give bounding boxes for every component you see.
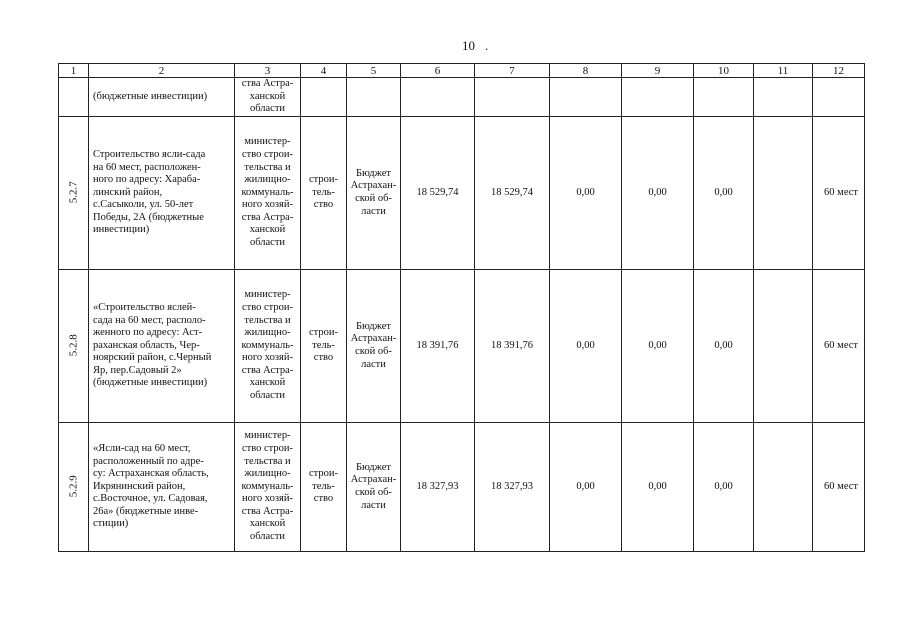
- header-cell: 5: [347, 64, 401, 78]
- header-cell: 9: [622, 64, 694, 78]
- row-code: 5.2.7: [67, 181, 80, 204]
- empty-cell: [401, 78, 475, 117]
- amount-cell: 18 327,93: [475, 423, 550, 552]
- program-table: [58, 63, 865, 552]
- header-cell: 11: [754, 64, 813, 78]
- description-text: (бюджетные инвестиции): [93, 90, 208, 102]
- row-code: 5.2.8: [67, 334, 80, 357]
- ministry-cell: [235, 270, 301, 423]
- header-cell: 2: [89, 64, 235, 78]
- page-mark: .: [485, 38, 489, 53]
- code-cell: [59, 270, 89, 423]
- type-cell: [301, 117, 347, 270]
- amount-cell: 0,00: [622, 117, 694, 270]
- source-text: Бюджет Астрахан- ской об- ласти: [350, 167, 397, 217]
- description-cell: [89, 117, 235, 270]
- description-cell: [89, 78, 235, 117]
- empty-cell: [301, 78, 347, 117]
- empty-cell: [622, 78, 694, 117]
- amount-cell: [754, 423, 813, 552]
- capacity-cell: 60 мест: [813, 270, 865, 423]
- continuation-row: [59, 78, 865, 117]
- header-cell: 7: [475, 64, 550, 78]
- code-cell: [59, 423, 89, 552]
- type-text: строи- тель- ство: [309, 174, 338, 211]
- header-cell: 1: [59, 64, 89, 78]
- header-cell: 4: [301, 64, 347, 78]
- row-code: 5.2.9: [67, 475, 80, 498]
- source-cell: [347, 270, 401, 423]
- source-cell: [347, 423, 401, 552]
- amount-cell: 0,00: [550, 423, 622, 552]
- amount-cell: 0,00: [622, 423, 694, 552]
- empty-cell: [813, 78, 865, 117]
- capacity-cell: 60 мест: [813, 423, 865, 552]
- description-text: Строительство ясли-сада на 60 мест, расположен- ного по адресу: Хараба- линский район, с.Сасыколи, ул. 50-лет Победы, 2А (бюджетные инвестиции): [93, 148, 206, 236]
- amount-cell: [754, 270, 813, 423]
- type-text: строи- тель- ство: [309, 327, 338, 364]
- header-cell: 12: [813, 64, 865, 78]
- column-number-header: [59, 64, 865, 78]
- description-cell: [89, 270, 235, 423]
- type-text: строи- тель- ство: [309, 468, 338, 505]
- table-row: [59, 117, 865, 270]
- type-cell: [301, 270, 347, 423]
- amount-cell: 0,00: [550, 117, 622, 270]
- header-cell: 6: [401, 64, 475, 78]
- empty-cell: [694, 78, 754, 117]
- amount-cell: 0,00: [694, 423, 754, 552]
- amount-cell: 18 529,74: [475, 117, 550, 270]
- header-cell: 10: [694, 64, 754, 78]
- amount-cell: 18 391,76: [475, 270, 550, 423]
- amount-cell: 18 529,74: [401, 117, 475, 270]
- source-text: Бюджет Астрахан- ской об- ласти: [350, 320, 397, 370]
- source-text: Бюджет Астрахан- ской об- ласти: [350, 461, 397, 511]
- amount-cell: [754, 117, 813, 270]
- header-cell: 3: [235, 64, 301, 78]
- header-cell: 8: [550, 64, 622, 78]
- amount-cell: 18 327,93: [401, 423, 475, 552]
- amount-cell: 0,00: [694, 117, 754, 270]
- amount-cell: 0,00: [550, 270, 622, 423]
- code-cell: [59, 117, 89, 270]
- source-cell: [347, 117, 401, 270]
- ministry-text: ства Астра- ханской области: [241, 78, 294, 115]
- ministry-text: министер- ство строи- тельства и жилищно- коммуналь- ного хозяй- ства Астра- ханской области: [241, 430, 294, 543]
- ministry-cell: [235, 78, 301, 117]
- ministry-cell: [235, 423, 301, 552]
- capacity-cell: 60 мест: [813, 117, 865, 270]
- description-text: «Строительство яслей- сада на 60 мест, располо- женного по адресу: Аст- раханская область, Чер- ноярский район, с.Черный Яр, пер.Садовый 2» (бюджетные инвестиции): [93, 301, 212, 389]
- ministry-cell: [235, 117, 301, 270]
- empty-cell: [475, 78, 550, 117]
- amount-cell: 0,00: [694, 270, 754, 423]
- code-cell: [59, 78, 89, 117]
- description-cell: [89, 423, 235, 552]
- table-row: [59, 423, 865, 552]
- ministry-text: министер- ство строи- тельства и жилищно- коммуналь- ного хозяй- ства Астра- ханской области: [241, 289, 294, 402]
- description-text: «Ясли-сад на 60 мест, расположенный по адре- су: Астраханская область, Икрянинский район, с.Восточное, ул. Садовая, 26а» (бюджетные инве- стиции): [93, 442, 209, 530]
- empty-cell: [754, 78, 813, 117]
- empty-cell: [550, 78, 622, 117]
- type-cell: [301, 423, 347, 552]
- ministry-text: министер- ство строи- тельства и жилищно- коммуналь- ного хозяй- ства Астра- ханской области: [241, 136, 294, 249]
- page-number: 10: [462, 38, 475, 53]
- amount-cell: 18 391,76: [401, 270, 475, 423]
- empty-cell: [347, 78, 401, 117]
- amount-cell: 0,00: [622, 270, 694, 423]
- table-row: [59, 270, 865, 423]
